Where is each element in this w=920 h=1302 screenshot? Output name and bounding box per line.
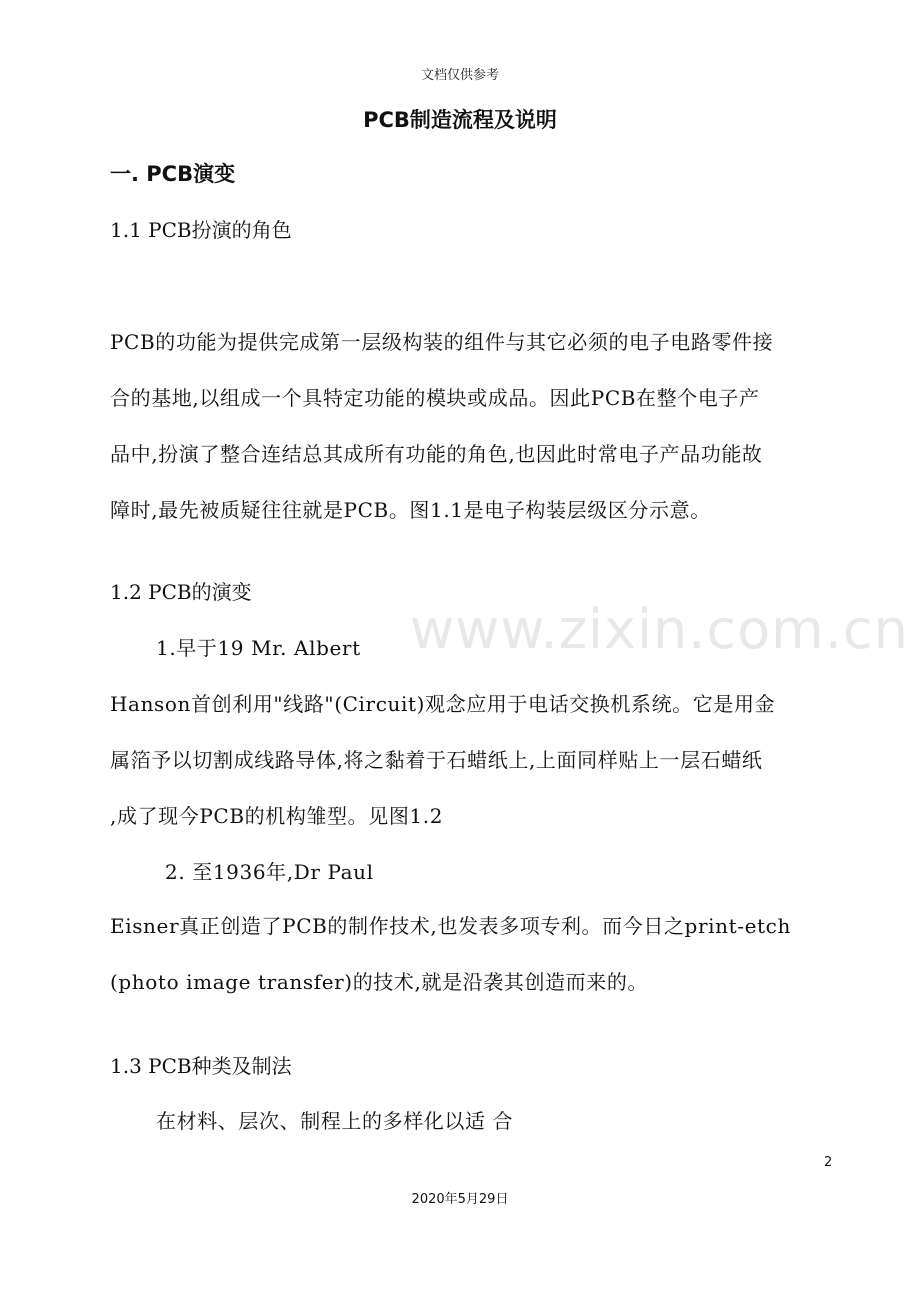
list-item-1: 1.早于19 Mr. Albert [156,636,361,660]
footer-date: 2020年5月29日 [411,1192,509,1207]
subsection-heading-1-3: 1.3 PCB种类及制法 [110,1054,292,1078]
paragraph-line: 合的基地,以组成一个具特定功能的模块或成品。因此PCB在整个电子产 [110,386,760,410]
paragraph-line: 在材料、层次、制程上的多样化以适 合 [156,1109,514,1133]
subsection-heading-1-1: 1.1 PCB扮演的角色 [110,218,292,242]
document-title: PCB制造流程及说明 [363,108,557,132]
paragraph-line: Hanson首创利用"线路"(Circuit)观念应用于电话交换机系统。它是用金 [110,692,776,716]
section-heading: 一. PCB演变 [110,162,236,186]
paragraph-line: Eisner真正创造了PCB的制作技术,也发表多项专利。而今日之print-etch [110,914,791,938]
paragraph-line: (photo image transfer)的技术,就是沿袭其创造而来的。 [110,970,649,994]
paragraph-line: 属箔予以切割成线路导体,将之黏着于石蜡纸上,上面同样贴上一层石蜡纸 [110,748,763,772]
header-note: 文档仅供参考 [420,68,499,83]
subsection-heading-1-2: 1.2 PCB的演变 [110,580,252,604]
paragraph-line: 障时,最先被质疑往往就是PCB。图1.1是电子构装层级区分示意。 [110,498,711,522]
page-number: 2 [824,1155,833,1170]
paragraph-line: PCB的功能为提供完成第一层级构装的组件与其它必须的电子电路零件接 [110,330,774,354]
list-item-2: 2. 至1936年,Dr Paul [165,860,374,884]
watermark: www.zixin.com.cn [410,598,909,661]
paragraph-line: 品中,扮演了整合连结总其成所有功能的角色,也因此时常电子产品功能故 [110,442,763,466]
paragraph-line: ,成了现今PCB的机构雏型。见图1.2 [110,804,444,828]
